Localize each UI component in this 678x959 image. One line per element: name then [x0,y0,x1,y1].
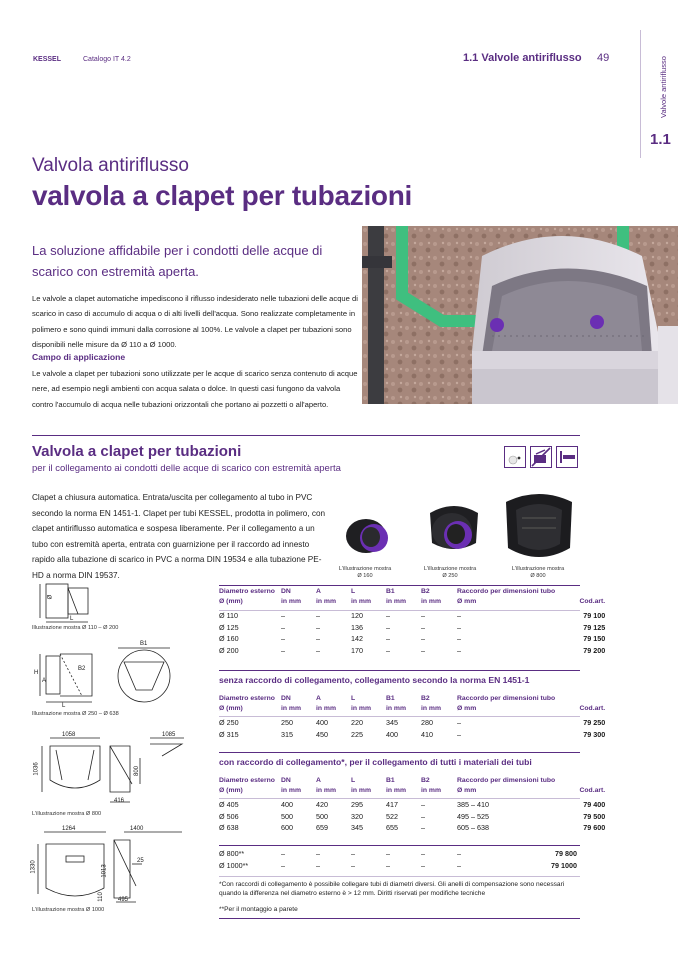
product-title: Valvola a clapet per tubazioni [32,443,242,460]
dim-B2: B2 [78,666,86,672]
dim-1085: 1085 [162,732,176,738]
table-header-row-1: Diametro esterno DN A L B1 B2 Raccordo per dimensioni tubo [219,588,556,596]
title-pre: Valvola antiriflusso [32,155,190,176]
product-photo-800 [498,488,580,566]
footnote-1: *Con raccordi di collegamento è possibile collegare tubi di diametri diversi. Gli anelli di compensazione sono necessari quando la differenza nel diametro esterno è > 12 mm. Diritti riservati per modifiche tecniche [219,881,565,897]
table-row: Ø 405 400 420 295 417 – 385 – 410 79 400 [219,800,606,810]
side-label: Valvole antiriflusso [659,56,668,118]
dim-1058: 1058 [62,732,76,738]
dim-1036: 1036 [33,762,40,776]
photo-caption-160: L'illustrazione mostra Ø 160 [338,566,392,579]
side-tab [644,42,674,122]
section-rule-5 [219,876,580,877]
intro-paragraph: Le valvole a clapet automatiche impediscono il riflusso indesiderato nelle tubazioni delle acque di scarico in caso di accumulo di acqua o di alti livelli dell'acqua. Sono realizzate completamente in polimero e sono quindi immuni dalla corrosione al 100%. Le valvole a clapet per tubazioni sono disponibili nelle misure da Ø 110 a Ø 1000. [32,294,358,349]
dim-1264: 1264 [62,826,76,832]
side-section-number: 1.1 [650,131,671,148]
table-row: Ø 200 – – 170 – – – 79 200 [219,645,606,655]
dim-H: H [34,670,39,676]
section-title: 1.1 Valvole antiriflusso [463,52,582,64]
no-sewage-icon [530,446,552,468]
table-bottom-rule [219,918,580,919]
footnote-2: **Per il montaggio a parete [219,906,298,913]
table-section-3-title: con raccordo di collegamento*, per il collegamento di tutti i materiali dei tubi [219,757,532,767]
spec-table-section-2: Diametro esterno DN A L B1 B2 Raccordo per dimensioni tubo Ø (mm) in mm in mm in mm in mm in mm Ø mm Cod.art. Ø 250 250 400 220 345 280 – 79 250 Ø 315 315 450 225 400 410 – 79 300 [219,695,606,739]
product-subtitle: per il collegamento ai condotti delle acque di scarico con estremità aperta [32,463,341,474]
drawing-medium-valve [32,640,212,710]
drawing-1000-valve [32,824,212,906]
table-row: Ø 506 500 500 320 522 – 495 – 525 79 500 [219,811,606,821]
section-rule-3 [219,752,580,753]
table-row: Ø 250 250 400 220 345 280 – 79 250 [219,718,606,728]
drawing-small-valve [32,578,212,626]
dim-L-1: L [70,616,74,622]
brand-label: KESSEL [33,56,62,63]
product-photo-160 [338,506,398,564]
intro-subtitle: La soluzione affidabile per i condotti delle acque di scarico con estremità aperta. [32,243,323,279]
drawing-800-valve [32,732,212,810]
table-row: Ø 800** – – – – – – 79 800 [219,849,577,859]
section-rule-4 [219,845,580,846]
dim-1330: 1330 [30,860,37,874]
photo-caption-800: L'illustrazione mostra Ø 800 [511,566,565,579]
page-title: valvola a clapet per tubazioni [32,180,413,211]
spec-table-section-3: Diametro esterno DN A L B1 B2 Raccordo per dimensioni tubo Ø (mm) in mm in mm in mm in mm in mm Ø mm Cod.art. Ø 405 400 420 295 417 – 385 – 410 79 400 Ø 506 500 500 320 522 – 495 – 525 79 500 Ø 638 600 659 345 655 – 605 – 638 79 600 [219,777,606,833]
table-row: Ø 110 – – 120 – – – 79 100 [219,611,606,621]
dim-416: 416 [114,798,125,804]
header-rule-1 [219,610,580,611]
product-photo-250 [418,495,490,565]
drop-icon [504,446,526,468]
dim-1400: 1400 [130,826,144,832]
table-section-2-title: senza raccordo di collegamento, collegamento secondo la norma EN 1451-1 [219,675,530,685]
section-divider [32,435,580,436]
table-row: Ø 1000** – – – – – – 79 1000 [219,860,577,870]
application-paragraph: Le valvole a clapet per tubazioni sono utilizzate per le acque di scarico senza contenuto di acque nere, ad esempio negli ambienti con acqua salata o dolce. In questi casi fungono da valvola contro l'accumulo di acqua nelle tubazioni orizzontali che portano ai pozzetti o all'aperto. [32,369,358,409]
pipe-end-icon [556,446,578,468]
drawing-caption-4: L'illustrazione mostra Ø 1000 [32,907,105,913]
table-row: Ø 160 – – 142 – – – 79 150 [219,634,606,644]
dim-A: A [42,678,47,684]
drawing-caption-3: L'illustrazione mostra Ø 800 [32,811,102,817]
side-divider [640,30,641,158]
product-description: Clapet a chiusura automatica. Entrata/uscita per collegamento al tubo in PVC secondo la norma EN 1451-1. Clapet per tubi KESSEL, prodotta in polimero, con clapet antiriflusso automatica e sospesa liberamente. Per il collegamento a un tubo con estremità aperta, entrata con guarnizione per il raccordo ad innesto rapido alla tubazione di scarico in PVC a norma DIN 19534 e alla tubazione PE-HD a norma DIN 19537. [32,493,326,580]
dim-diameter: Ø [47,594,54,600]
spec-table-section-1 [219,587,605,656]
header-rule-2 [219,716,580,717]
table-row: Ø 125 – – 136 – – – 79 125 [219,622,606,632]
dim-110: 110 [97,892,104,902]
header-rule-3 [219,798,580,799]
photo-caption-250: L'illustrazione mostra Ø 250 [423,566,477,579]
dim-1013: 1013 [101,864,108,878]
table-row: Ø 638 600 659 345 655 – 605 – 638 79 600 [219,823,606,833]
section-rule-2 [219,670,580,671]
drawing-caption-2: Illustrazione mostra Ø 250 – Ø 638 [32,711,119,717]
shaft-illustration [362,226,678,404]
page-number: 49 [597,52,610,64]
table-top-rule [219,585,580,586]
dim-B1: B1 [140,641,148,647]
spec-table-section-4 [219,848,577,871]
dim-800: 800 [134,765,141,777]
dim-L-2: L [62,703,66,709]
dim-25: 25 [137,858,144,864]
drawing-caption-1: Illustrazione mostra Ø 110 – Ø 200 [32,625,119,631]
dim-495: 495 [118,897,129,903]
installation-photo [362,226,678,404]
application-heading: Campo di applicazione [32,352,126,362]
table-row: Ø 315 315 450 225 400 410 – 79 300 [219,729,606,739]
table-header-row-2: Ø (mm) in mm in mm in mm in mm in mm Ø mm Cod.art. [219,597,606,605]
catalog-label: Catalogo IT 4.2 [83,56,131,63]
